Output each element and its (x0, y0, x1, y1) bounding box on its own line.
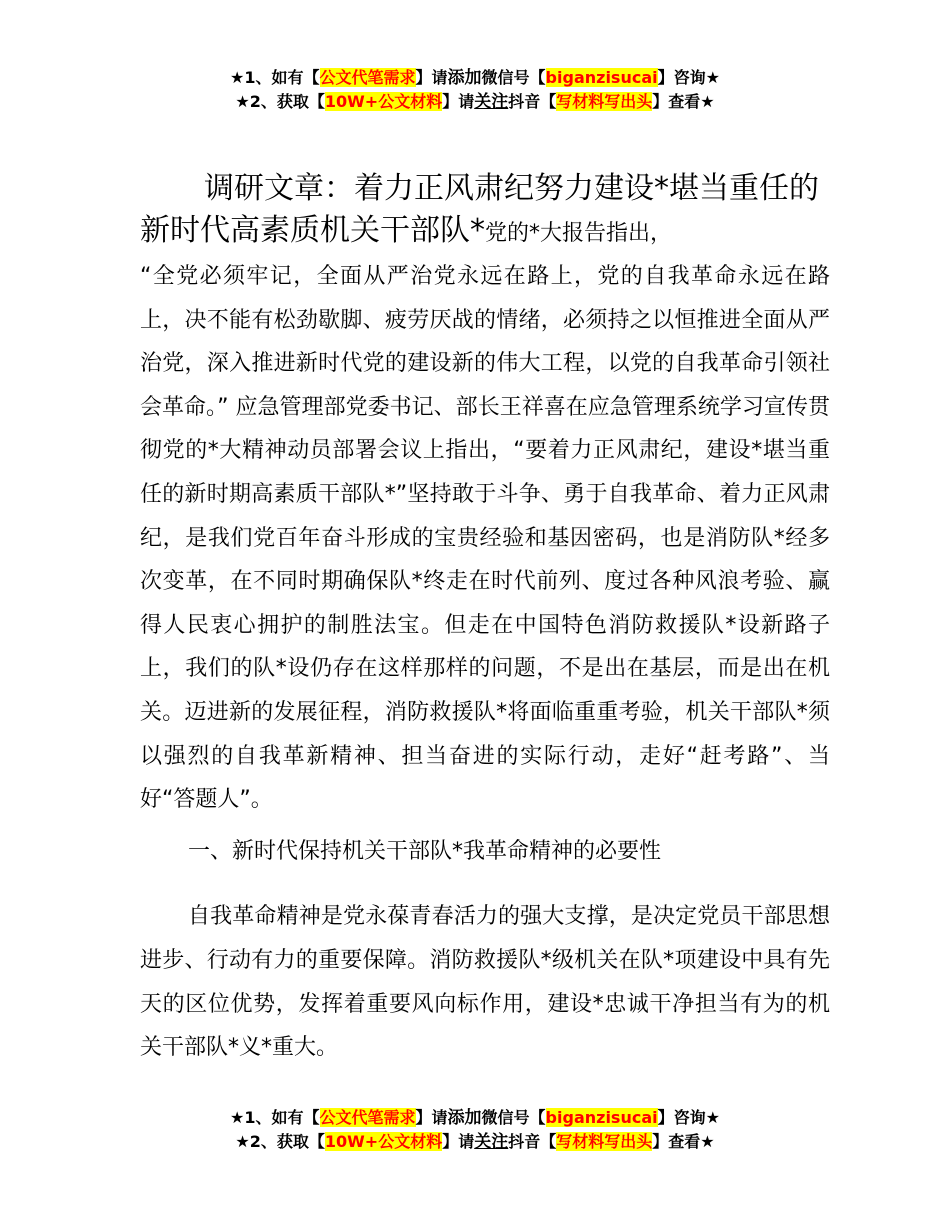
banner-line-1-prefix: ★1、如有【 (230, 68, 320, 87)
footer-douyin-id: 写材料写出头 (556, 1132, 653, 1151)
banner-line-2 (0, 90, 950, 114)
banner-highlight-service: 公文代笔需求 (319, 68, 416, 87)
footer-line-2-suffix: 】查看★ (652, 1132, 715, 1151)
title-tail-text: 党的*大报告指出， (485, 221, 673, 246)
document-title (140, 168, 830, 255)
banner-line-1-mid: 】请 (415, 68, 448, 87)
footer-line-1-mid: 】请 (415, 1108, 448, 1127)
banner-line-1 (0, 66, 950, 90)
banner-line-2-mid2: 抖音【 (508, 92, 557, 111)
banner-line-2-prefix: ★2、获取【 (235, 92, 325, 111)
footer-line-1-prefix: ★1、如有【 (230, 1108, 320, 1127)
footer-banner (0, 1106, 950, 1154)
document-body (140, 168, 830, 1070)
banner-line-1-mid2: 微信号【 (481, 68, 546, 87)
footer-highlight-service: 公文代笔需求 (319, 1108, 416, 1127)
footer-banner-line-1 (0, 1106, 950, 1130)
footer-line-2-mid2: 抖音【 (508, 1132, 557, 1151)
banner-wechat-id: biganzisucai (545, 68, 658, 87)
banner-follow-text: 关注 (474, 92, 509, 112)
header-banner (0, 66, 950, 114)
banner-line-2-mid: 】请 (442, 92, 475, 111)
footer-line-2-prefix: ★2、获取【 (235, 1132, 325, 1151)
banner-line-2-suffix: 】查看★ (652, 92, 715, 111)
banner-line-1-suffix: 】咨询★ (657, 68, 720, 87)
footer-line-2-mid: 】请 (442, 1132, 475, 1151)
paragraph-1: “全党必须牢记，全面从严治党永远在路上，党的自我革命永远在路上，决不能有松劲歇脚、疲劳厌战的情绪，必须持之以恒推进全面从严治党，深入推进新时代党的建设新的伟大工程，以党的自我革命引领社会革命。” 应急管理部党委书记、部长王祥喜在应急管理系统学习宣传贯彻党的*大精神动员部署会议上指出，“要着力正风肃纪，建设*堪当重任的新时期高素质干部队*”坚持敢于斗争、勇于自我革命、着力正风肃纪，是我们党百年奋斗形成的宝贵经验和基因密码，也是消防队*经多次变革，在不同时期确保队*终走在时代前列、度过各种风浪考验、赢得人民衷心拥护的制胜法宝。但走在中国特色消防救援队*设新路子上，我们的队*设仍存在这样那样的问题，不是出在基层，而是出在机关。迈进新的发展征程，消防救援队*将面临重重考验，机关干部队*须以强烈的自我革新精神、担当奋进的实际行动，走好“赶考路”、当好“答题人”。 (140, 264, 830, 813)
title-text: 调研文章：着力正风肃纪努力建设*堪当重任的新时代高素质机关干部队* (140, 171, 819, 248)
footer-wechat-id: biganzisucai (545, 1108, 658, 1127)
banner-add-text: 添加 (447, 68, 482, 88)
section-heading-1: 一、新时代保持机关干部队*我革命精神的必要性 (188, 838, 662, 864)
paragraph-2: 自我革命精神是党永葆青春活力的强大支撑，是决定党员干部思想进步、行动有力的重要保障。消防救援队*级机关在队*项建设中具有先天的区位优势，发挥着重要风向标作用，建设*忠诚干净担当有为的机关干部队*义*重大。 (140, 904, 830, 1061)
footer-line-1-suffix: 】咨询★ (657, 1108, 720, 1127)
banner-douyin-id: 写材料写出头 (556, 92, 653, 111)
footer-line-1-mid2: 微信号【 (481, 1108, 546, 1127)
footer-banner-line-2 (0, 1130, 950, 1154)
banner-highlight-materials: 10W+公文材料 (324, 92, 443, 111)
footer-follow-text: 关注 (474, 1132, 509, 1152)
footer-highlight-materials: 10W+公文材料 (324, 1132, 443, 1151)
footer-add-text: 添加 (447, 1108, 482, 1128)
